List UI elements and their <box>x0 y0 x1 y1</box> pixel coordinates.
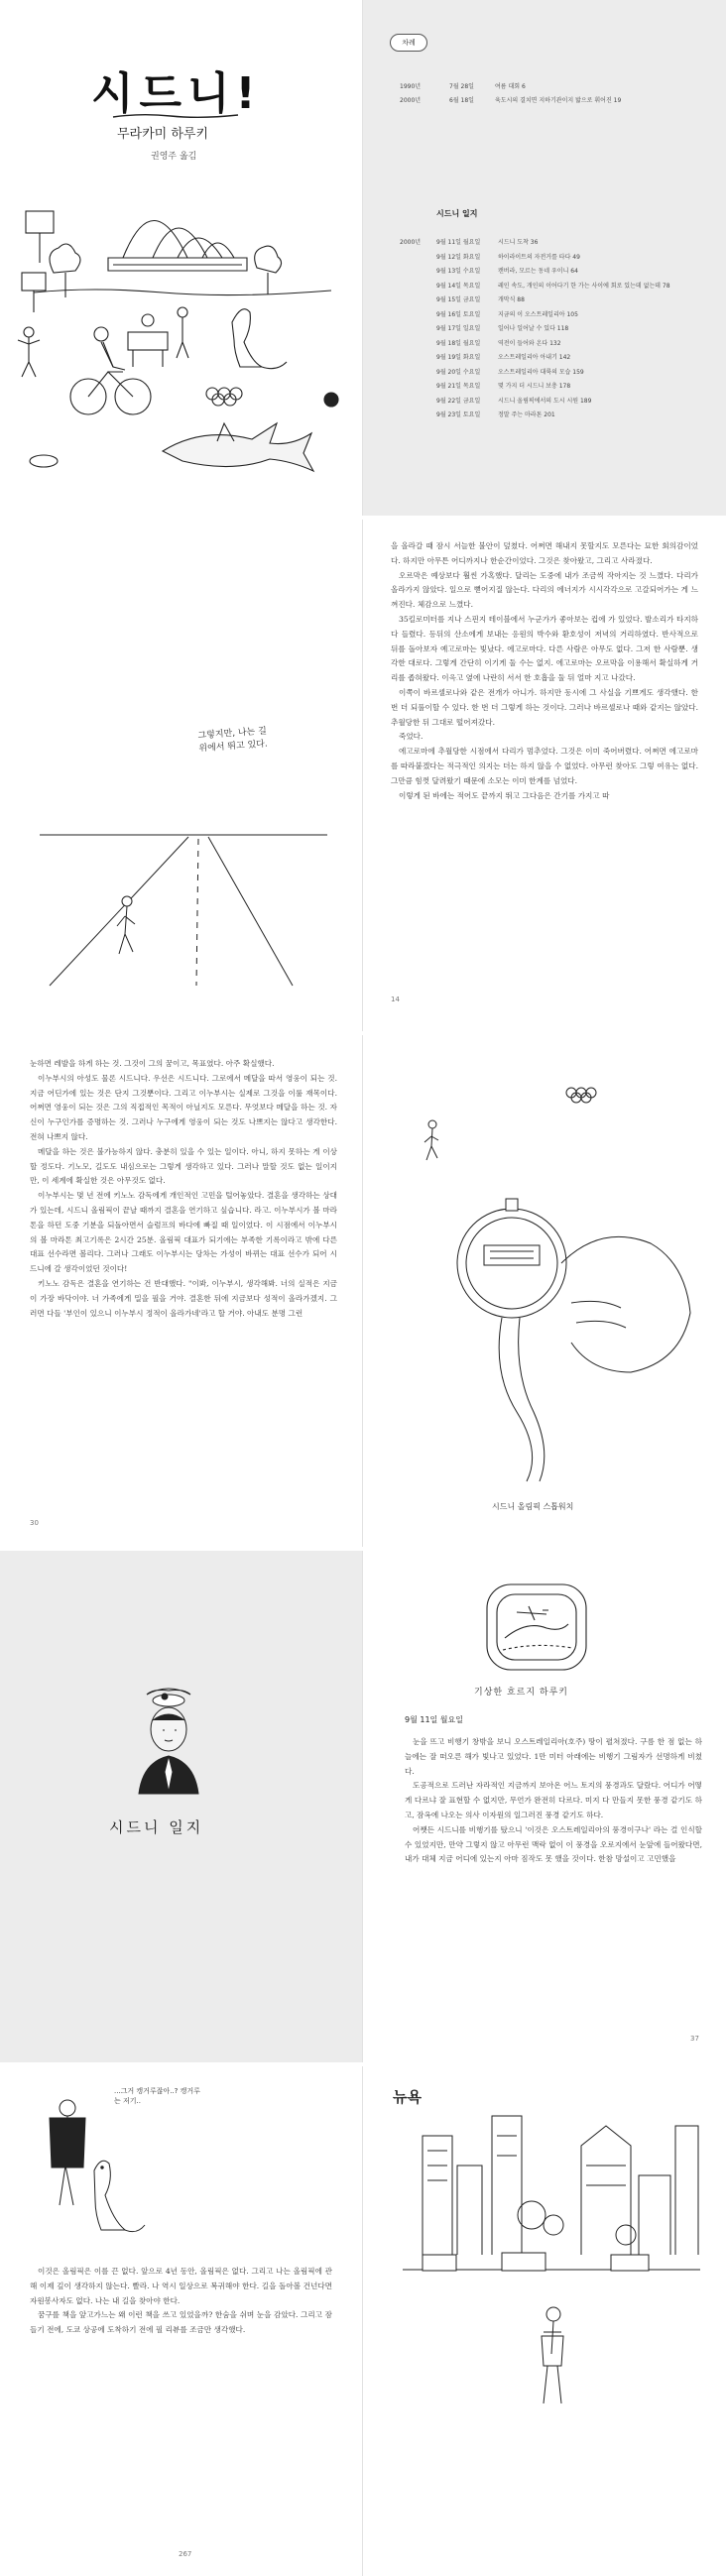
paragraph: 이누부시는 몇 년 전에 키노노 감독에게 개인적인 고민을 털어놓았다. 결혼을 생각하는 상대가 있는데, 시드니 올림픽이 끝날 때까지 결혼을 연기하고 싶습니다. 라고. 이누부시가 볼 마라톤을 하던 도중 기분을 되돌아면서 슬럼프의 바다에 빠질 때 일이었다. 이 시점에서 이누부시의 볼 마라톤 최고기록은 2시간 25분. 올림픽 대표가 되기에는 부족한 기록이라고 밖에 다른 대표 선수라면 볼리다. 그러나 그래도 이누부시는 당차는 가성이 바뀌는 대표 선수가 되어 시드니에 갈 생각이었던 것이다! <box>30 1191 337 1274</box>
toc-entry-title: 캔버라, 모르는 동네 우이니 64 <box>498 268 578 275</box>
handwritten-caption: 그렇지만, 나는 길 위에서 뛰고 있다. <box>197 726 269 755</box>
toc-entry-title: 일어나 일어날 수 있다 118 <box>498 325 569 332</box>
man-and-kangaroo-illustration <box>40 2086 149 2255</box>
toc-entry-date: 9월 22일 금요일 <box>436 397 481 405</box>
paragraph: 이쪽이 바르셀로나와 같은 전개가 아니가. 하지만 동시에 그 사실을 기쁘게도 생각했다. 한 번 더 되풀이할 수 있다. 한 번 더 그렇게 하는 것이다. 그러나 바르셀로나 때와 같지는 않았다. 추월당한 뒤 그대로 떨어져갔다. <box>391 687 698 727</box>
toc-entry <box>436 396 647 405</box>
toc-entry <box>436 410 647 418</box>
paragraph: 을 올라갈 때 잠시 서늘한 불안이 덮쳤다. 어쩌면 해내지 못할지도 모른다는 묘한 회의감이었다. 하지만 아무튼 어디까지나 한순간이었다. 그것은 찾아왔고, 그리고 사라졌다. <box>391 541 698 565</box>
paragraph: 꿈구를 책을 앞고가느는 왜 이런 책을 쓰고 있었을까? 한숨을 쉬며 눈을 감았다. 그리고 잠들기 전에, 도쿄 상공에 도착하기 전에 필 리뷰를 조금만 생각했다. <box>30 2310 332 2335</box>
toc-entry-date: 9월 14일 목요일 <box>436 282 481 290</box>
opera-house-drawing <box>108 221 247 272</box>
text-page-37 <box>363 1551 726 2062</box>
page-number: 267 <box>179 2550 192 2558</box>
toc-entry-title: 정말 주는 마라톤 201 <box>498 411 555 418</box>
spread-page-30 <box>0 1035 727 1547</box>
paragraph: 어쨋든 시드니를 비행기를 탔으니 '이것은 오스트레일리아의 풍경이구나' 라는 걸 인식할 수 있었지만, 만약 그렇지 않고 아무런 맥락 없이 이 풍경을 오로지에서 눈앞에 들어왔다면, 내가 대체 지금 어디에 있는지 아마 짐작도 못 했을 것이다. 한참 망설이고 고민했을 <box>405 1824 702 1864</box>
cover-illustration <box>14 164 351 506</box>
cover-page <box>0 0 363 516</box>
toc-entry-title: 하이라이트의 자전거를 타다 49 <box>498 253 580 261</box>
toc-entry-title: 몇 가지 더 시드니 보충 178 <box>498 383 571 390</box>
toc-entry-title: 시드니 올림픽에서의 도시 시원 189 <box>498 397 592 405</box>
toc-entry-title: 역전이 들어와 온다 132 <box>498 339 561 347</box>
toc-entry <box>436 367 647 376</box>
illustration-caption: 기상한 흐르지 하루키 <box>474 1688 568 1698</box>
body-text <box>391 539 698 803</box>
toc-entry-title: 지금의 이 오스트레일리아 105 <box>498 310 578 318</box>
page-number: 14 <box>391 995 400 1003</box>
paragraph: 메달을 하는 것은 불가능하지 않다. 충분히 있을 수 있는 일이다. 아니, 하지 못하는 게 이상할 정도다. 기노모, 길도도 내심으로는 그렇게 생각하고 있다. 그러나 말할 것도 없는 일이지만, 이 세계에 확실한 것은 아무것도 없다. <box>30 1146 337 1186</box>
paragraph: 이것은 올림픽은 이를 끈 없다. 앞으로 4년 동안, 올림픽은 없다. 그리고 나는 올림픽에 관해 이제 깊이 생각하지 않는다. 빨라. 나 역시 일상으로 복귀해야 한다. 길을 돌아볼 건넌다면 자원봉사자도 없다. 나는 내 길을 찾아야 한다. <box>30 2267 332 2305</box>
chapter-opening-page <box>0 1551 363 2062</box>
text-page-30 <box>0 1035 363 1547</box>
paragraph: 죽었다. <box>399 732 424 742</box>
text-page-267 <box>0 2066 363 2576</box>
spread-page-14 <box>0 520 727 1031</box>
toc-entry-date: 9월 16일 토요일 <box>436 310 481 318</box>
toc-entry-date: 9월 20일 수요일 <box>436 368 481 376</box>
body-text <box>30 1057 337 1321</box>
toc-page <box>363 0 726 516</box>
toc-entry-title: 오스트레일리아 아내기 142 <box>498 354 571 361</box>
stopwatch-illustration <box>423 1075 700 1491</box>
illustration-caption: 시드니 올림픽 스톱워치 <box>492 1502 574 1511</box>
toc-entry <box>436 352 647 361</box>
toc-entry-date: 9월 12일 화요일 <box>436 253 481 261</box>
new-york-street-illustration <box>383 2106 710 2433</box>
contents-tag: 차례 <box>390 34 427 52</box>
toc-entry <box>436 281 670 290</box>
paragraph: 눈을 뜨고 비행기 창밖을 보니 오스트레일리아(호주) 땅이 펼쳐졌다. 구름 한 점 없는 하늘에는 잘 떠오른 해가 빛나고 있었다. 1만 미터 아래에는 비행기 그림자가 선명하게 비쳤다. <box>405 1737 702 1776</box>
toc-entry-date: 9월 19일 화요일 <box>436 354 481 361</box>
illustration-page-road <box>0 520 363 1031</box>
spread-page-267 <box>0 2066 727 2576</box>
toc-entry <box>436 266 647 275</box>
toc-entry-date: 9월 18일 월요일 <box>436 339 481 347</box>
spread-cover-toc <box>0 0 727 516</box>
body-text <box>30 2265 332 2338</box>
history-row: 1990년 7월 28일 여름 대회 6 <box>400 83 526 90</box>
toc-entry-date: 9월 11일 월요일 <box>436 239 481 246</box>
illustration-page-newyork <box>363 2066 726 2576</box>
toc-entry-title: 개막식 88 <box>498 296 525 303</box>
chapter-title: 시드니 일지 <box>109 1818 204 1836</box>
paragraph: 도공적으로 드러난 자라적인 지금까지 보아온 어느 토지의 풍경과도 달랐다. 어디가 어떻게 다르냐 잘 표현할 수 없지만, 무언가 완전히 다르다. 미지 다 만들지 못한 풍경 같기도 하고, 잠옥에 나오는 의사 이자원의 일그러진 풍경 같기도 하다. <box>405 1781 702 1819</box>
paragraph: 이누부시의 아성도 물론 시드니다. 우선은 시드니다. 그로에서 메달을 따서 영웅이 되는 것. 지금 어딘가에 있는 것은 단지 그것뿐이다. 그리고 이누부시는 실제로 그것을 이룰 재목이다. 어쩌면 영웅이 되는 것은 그의 직접적인 목적이 아닐지도 모른다. 무엇보다 메달을 하는 것. 자신이 누구인가를 증명하는 것. 그러나 누구에게 영웅이 되는 것도 나쁘지는 않다고 생각한다. 전혀 나쁘지 않다. <box>30 1073 337 1141</box>
toc-heading: 시드니 일지 <box>436 209 478 218</box>
title-underline <box>111 111 240 121</box>
toc-entry <box>436 309 647 318</box>
illustration-page-stopwatch <box>363 1035 726 1547</box>
book-title: 시드니! <box>91 68 262 119</box>
toc-entry-date: 9월 17일 일요일 <box>436 325 481 332</box>
toc-entry <box>436 323 647 332</box>
city-caption: 뉴욕 <box>393 2088 422 2106</box>
toc-entry <box>436 338 647 347</box>
toc-entry-date: 9월 21일 목요일 <box>436 383 481 390</box>
toc-entry <box>436 294 647 303</box>
toc-entry <box>436 237 647 246</box>
paragraph: 키노노 감독은 결혼을 연기하는 건 반대했다. "이봐, 이누부시, 생각해봐. 너의 실적은 지금이 가장 바닥이야. 너 가족에게 밀을 필을 거야. 결혼한 뒤에 지금보다 성적이 올라가겠지. 그러면 다들 '부인이 있으니 이누부시 정적이 올라가네'라고 할 거야. 아내도 분명 그런 <box>30 1278 337 1318</box>
toc-entry <box>436 252 647 261</box>
toc-entry-title: 레인 속도, 개인의 이어다기 한 가는 사이에 회로 있는데 없는데 78 <box>498 282 670 290</box>
toc-entry-date: 9월 15일 금요일 <box>436 296 481 303</box>
toc-year: 2000년 <box>400 239 422 246</box>
paragraph: 이렇게 된 바에는 적어도 끝까지 뛰고 그다음은 간기를 가지고 따 <box>399 790 610 800</box>
paragraph: 35킬로미터를 지나 스핀지 테이블에서 누군가가 좋아보는 컵에 가 있었다. 발소리가 타지하다 들렸다. 등뒤의 산소에게 보내는 응원의 박수와 환호성이 저녁의 거리하였다. 반사적으로 뒤를 돌아보자 예고로마는 빛났다. 에고로마다. 다른 사람은 아무도 없다. 그저 한 사람뿐. 생각한 대로다. 그렇게 간단히 이기게 둘 수는 없지. 에고로마는 오르막을 이용해서 확실하게 거리를 좁혀왔다. 이윽고 옆에 나란히 서서 한 호흡을 둘 뒤 얼마 지고 나갔다. <box>391 614 698 683</box>
page-number: 30 <box>30 1519 39 1527</box>
paragraph: 에고로마에 추월당한 시점에서 다리가 멈추었다. 그것은 이미 죽어버렸다. 어쩌면 에고로마를 따라붙겠다는 적극적인 의지는 더는 하지 않을 수 없었다. 아무런 찾아도 그렇 여유는 없다. 그만큼 힘껏 달려왔기 때문에 소모는 이미 한계를 넘었다. <box>391 747 698 785</box>
book-author: 권영주 옮김 <box>151 152 197 162</box>
toc-entry-title: 오스트레일리아 대륙의 모습 159 <box>498 368 584 376</box>
body-text <box>405 1735 702 1867</box>
toc-entry-date: 9월 23일 토요일 <box>436 411 481 418</box>
runner-road-illustration <box>40 688 327 995</box>
toc-entry <box>436 381 647 390</box>
toc-entry-date: 9월 13일 수요일 <box>436 268 481 275</box>
page-number: 37 <box>690 2035 699 2043</box>
spread-page-37 <box>0 1551 727 2062</box>
entry-date-heading: 9월 11일 월요일 <box>405 1715 463 1724</box>
airplane-window-illustration <box>477 1581 596 1675</box>
paragraph: 눈하면 레발을 하게 하는 것. 그것이 그의 꿈이고, 목표였다. 아주 확실했다. <box>30 1059 275 1068</box>
text-page-14 <box>363 520 726 1031</box>
paragraph: 오르막은 예상보다 훨씬 가혹했다. 달리는 도중에 내가 조금씩 작아지는 것 느꼈다. 다리가 올라가지 않았다. 일으로 뻗어지질 않는다. 다리의 에너지가 시시각각으로 고갈되어가는 게 느껴진다. 체감으로 느꼈다. <box>391 570 698 610</box>
speech-bubble: ...그거 캥거루잖아..? 캥거루는 저기.. <box>114 2087 200 2105</box>
author-portrait-illustration <box>119 1685 218 1794</box>
book-subtitle: 무라카미 하루키 <box>117 127 209 142</box>
toc-entry-title: 시드니 도착 36 <box>498 239 539 246</box>
history-row: 2000년 6월 18일 육도시의 결치면 지하기관이지 밟으로 휘어진 19 <box>400 97 622 104</box>
